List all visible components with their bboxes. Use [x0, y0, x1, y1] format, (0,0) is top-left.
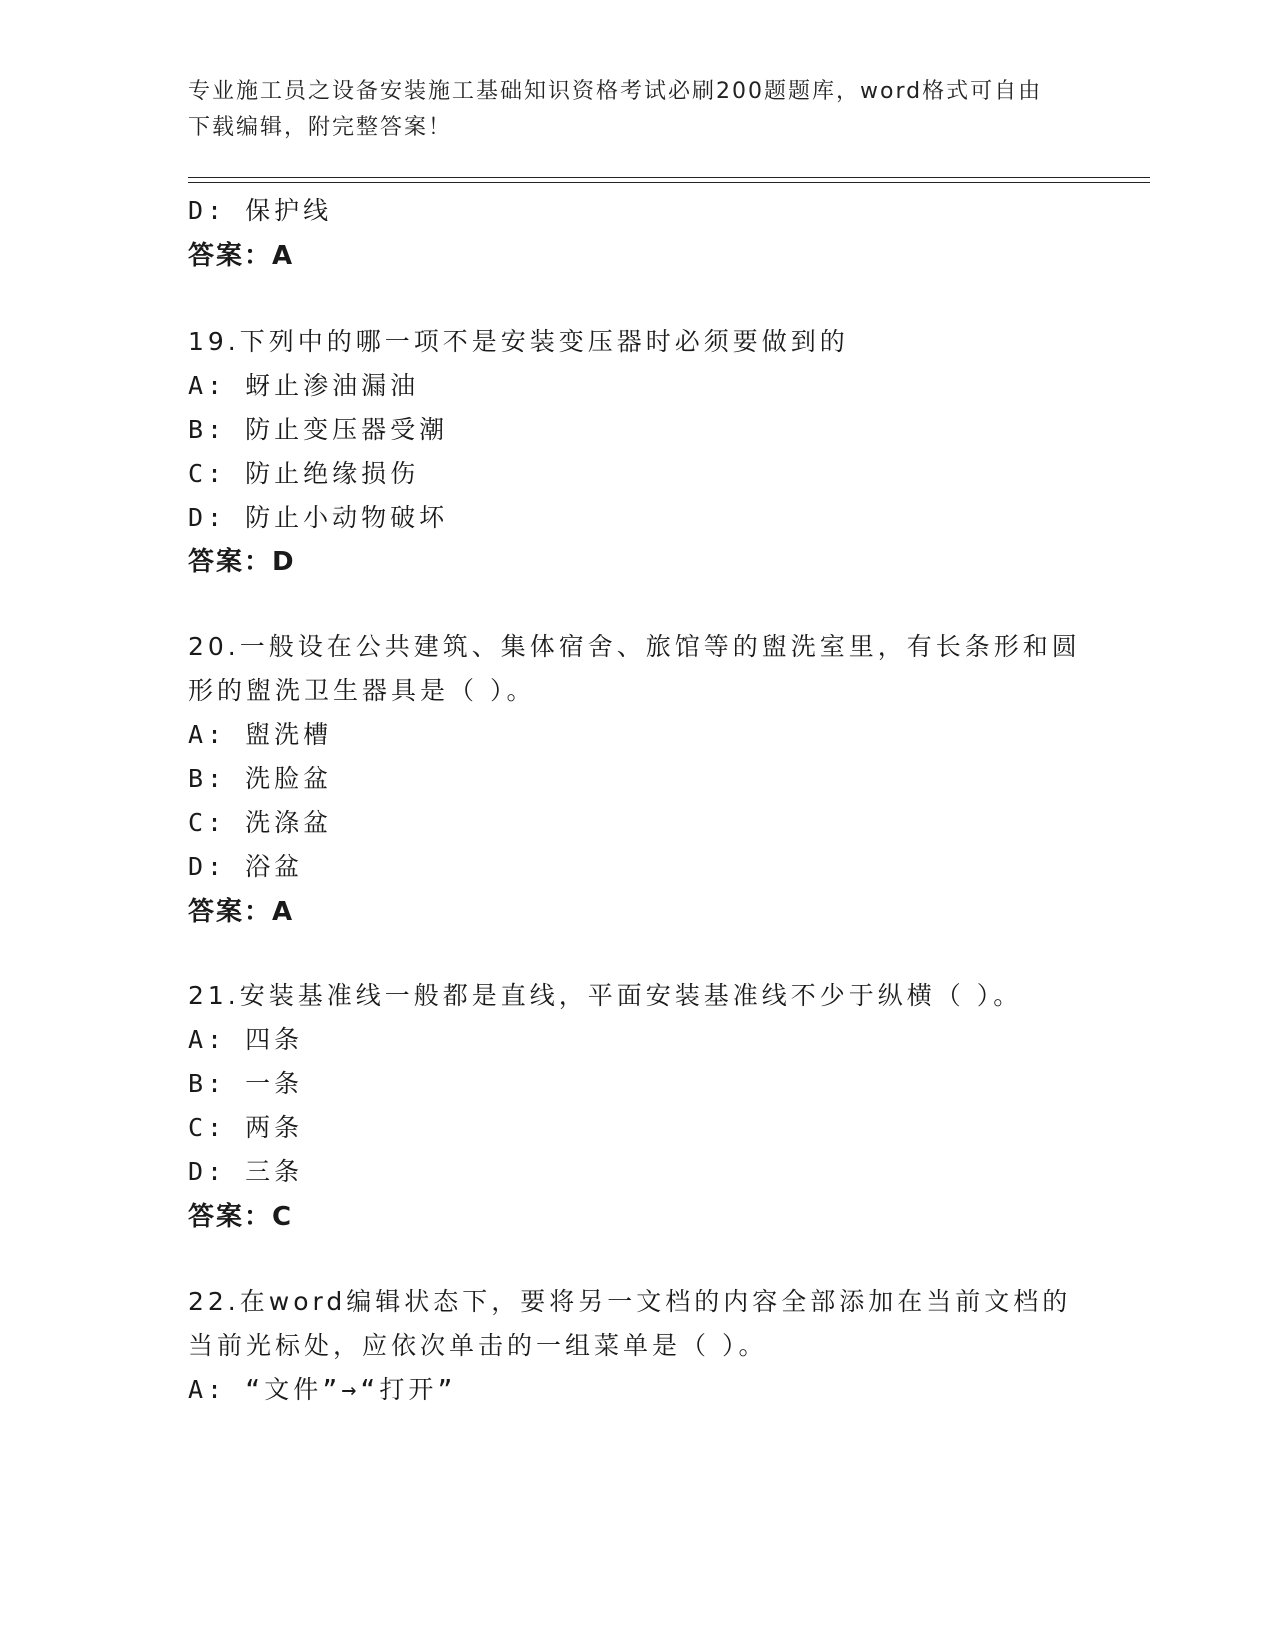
q20-answer: 答案：A — [188, 897, 295, 927]
q22-option-a: A: “文件”→“打开” — [188, 1375, 457, 1404]
q21-option-b: B: 一条 — [188, 1069, 304, 1098]
prev-option-d: D: 保护线 — [188, 196, 333, 225]
q21-option-d: D: 三条 — [188, 1157, 304, 1186]
q20-stem-line-2: 形的盥洗卫生器具是（ ）。 — [188, 676, 536, 705]
q21-option-a: A: 四条 — [188, 1025, 304, 1054]
q19-option-b: B: 防止变压器受潮 — [188, 415, 449, 444]
document-header — [188, 74, 1088, 146]
q19-option-a: A: 蚜止渗油漏油 — [188, 371, 420, 400]
header-divider-top — [188, 177, 1150, 178]
header-divider-bottom — [188, 182, 1150, 183]
q22-stem-line-1: 22.在word编辑状态下，要将另一文档的内容全部添加在当前文档的 — [188, 1287, 1072, 1316]
q21-option-c: C: 两条 — [188, 1113, 304, 1142]
prev-answer: 答案：A — [188, 241, 295, 271]
q19-option-c: C: 防止绝缘损伤 — [188, 459, 420, 488]
q19-option-d: D: 防止小动物破坏 — [188, 503, 449, 532]
q19-stem: 19.下列中的哪一项不是安装变压器时必须要做到的 — [188, 327, 849, 356]
q20-stem-line-1: 20.一般设在公共建筑、集体宿舍、旅馆等的盥洗室里，有长条形和圆 — [188, 632, 1081, 661]
header-line-2: 下载编辑，附完整答案！ — [188, 115, 453, 140]
q20-option-d: D: 浴盆 — [188, 852, 304, 881]
q19-answer: 答案：D — [188, 547, 296, 577]
q21-answer: 答案：C — [188, 1202, 294, 1232]
q20-option-c: C: 洗涤盆 — [188, 808, 333, 837]
q22-stem-line-2: 当前光标处，应依次单击的一组菜单是（ ）。 — [188, 1331, 768, 1360]
q20-option-a: A: 盥洗槽 — [188, 720, 333, 749]
q20-option-b: B: 洗脸盆 — [188, 764, 333, 793]
q21-stem: 21.安装基准线一般都是直线，平面安装基准线不少于纵横（ ）。 — [188, 981, 1023, 1010]
header-line-1: 专业施工员之设备安装施工基础知识资格考试必刷200题题库，word格式可自由 — [188, 79, 1043, 104]
